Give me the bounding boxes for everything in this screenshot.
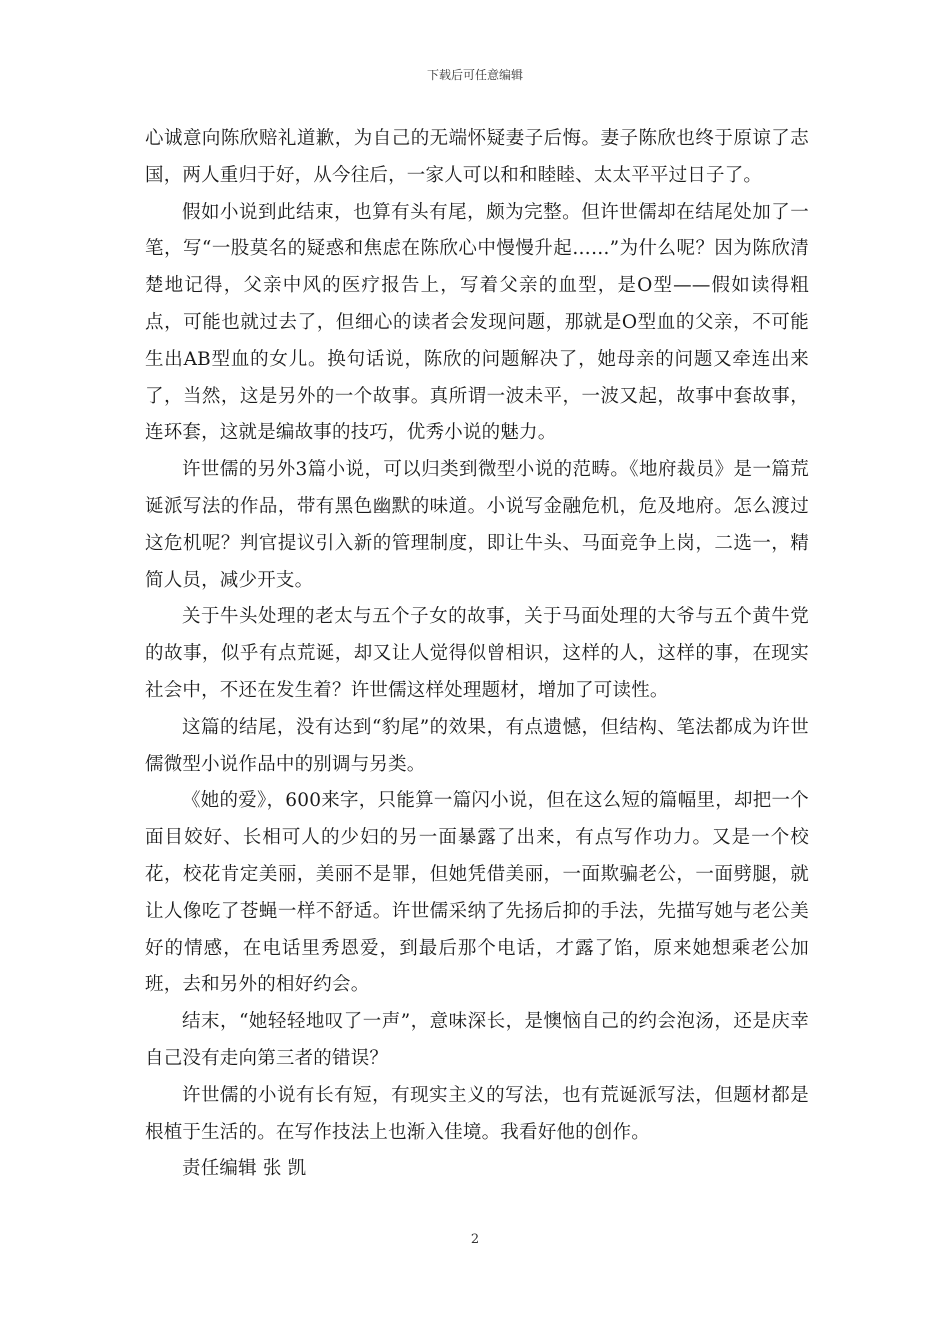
paragraph-1: 心诚意向陈欣赔礼道歉，为自己的无端怀疑妻子后悔。妻子陈欣也终于原谅了志国，两人重归于好，从今往后，一家人可以和和睦睦、太太平平过日子了。 xyxy=(145,128,809,186)
page-header: 下载后可任意编辑 xyxy=(426,68,523,82)
paragraph-7: 结末，“她轻轻地叹了一声”，意味深长，是懊恼自己的约会泡汤，还是庆幸自己没有走向第三者的错误？ xyxy=(145,1011,809,1069)
paragraph-8: 许世儒的小说有长有短，有现实主义的写法，也有荒诞派写法，但题材都是根植于生活的。在写作技法上也渐入佳境。我看好他的创作。 xyxy=(145,1084,809,1143)
editor-credit: 责任编辑 张 凯 xyxy=(182,1158,307,1180)
paragraph-3: 许世儒的另外3篇小说，可以归类到微型小说的范畴。《地府裁员》是一篇荒诞派写法的作品，带有黑色幽默的味道。小说写金融危机，危及地府。怎么渡过这危机呢？判官提议引入新的管理制度，即让牛头、马面竞争上岗，二选一，精简人员，减少开支。 xyxy=(145,459,809,591)
paragraph-6: 《她的爱》，600来字，只能算一篇闪小说，但在这么短的篇幅里，却把一个面目姣好、长相可人的少妇的另一面暴露了出来，有点写作功力。又是一个校花，校花肯定美丽，美丽不是罪，但她凭借美丽，一面欺骗老公，一面劈腿，就让人像吃了苍蝇一样不舒适。许世儒采纳了先扬后抑的手法，先描写她与老公美好的情感，在电话里秀恩爱，到最后那个电话，才露了馅，原来她想乘老公加班，去和另外的相好约会。 xyxy=(145,790,809,996)
paragraph-2: 假如小说到此结束，也算有头有尾，颇为完整。但许世儒却在结尾处加了一笔，写“一股莫名的疑惑和焦虑在陈欣心中慢慢升起……”为什么呢？因为陈欣清楚地记得，父亲中风的医疗报告上，写着父亲的血型，是O型——假如读得粗点，可能也就过去了，但细心的读者会发现问题，那就是O型血的父亲，不可能生出AB型血的女儿。换句话说，陈欣的问题解决了，她母亲的问题又牵连出来了，当然，这是另外的一个故事。真所谓一波未平，一波又起，故事中套故事，连环套，这就是编故事的技巧，优秀小说的魅力。 xyxy=(145,201,809,444)
page-number: 2 xyxy=(470,1232,480,1247)
document-body xyxy=(145,121,809,1188)
paragraph-5: 这篇的结尾，没有达到“豹尾”的效果，有点遗憾，但结构、笔法都成为许世儒微型小说作品中的别调与另类。 xyxy=(145,716,809,775)
paragraph-4: 关于牛头处理的老太与五个子女的故事，关于马面处理的大爷与五个黄牛党的故事，似乎有点荒诞，却又让人觉得似曾相识，这样的人，这样的事，在现实社会中，不还在发生着？许世儒这样处理题材，增加了可读性。 xyxy=(145,606,809,701)
